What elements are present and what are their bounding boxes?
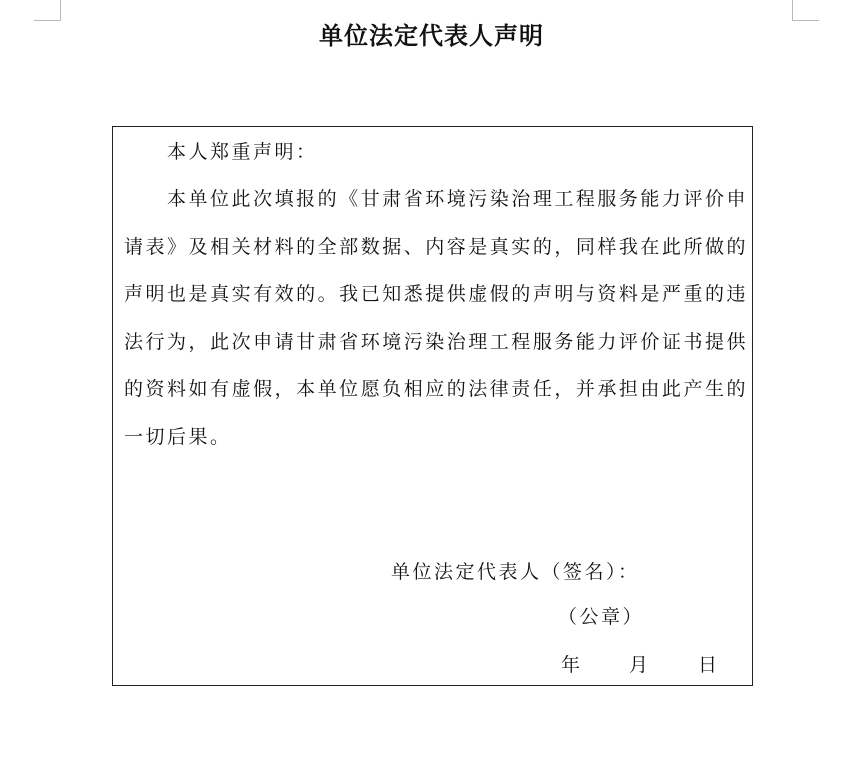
date-year-label: 年: [561, 654, 583, 676]
declaration-greeting: 本人郑重声明：: [167, 141, 318, 163]
declaration-body: 本单位此次填报的《甘肃省环境污染治理工程服务能力评价申请表》及相关材料的全部数据、内容是真实的，同样我在此所做的声明也是真实有效的。我已知悉提供虚假的声明与资料是严重的违法行为，此次申请甘肃省环境污染治理工程服务能力评价证书提供的资料如有虚假，本单位愿负相应的法律责任，并承担由此产生的一切后果。: [124, 188, 748, 448]
official-seal-label: （公章）: [558, 606, 645, 628]
declaration-box: [112, 126, 753, 686]
document-title: 单位法定代表人声明: [319, 22, 544, 50]
date-day-label: 日: [698, 654, 720, 676]
date-month-label: 月: [629, 654, 651, 676]
representative-signature-label: 单位法定代表人（签名）：: [391, 561, 640, 583]
